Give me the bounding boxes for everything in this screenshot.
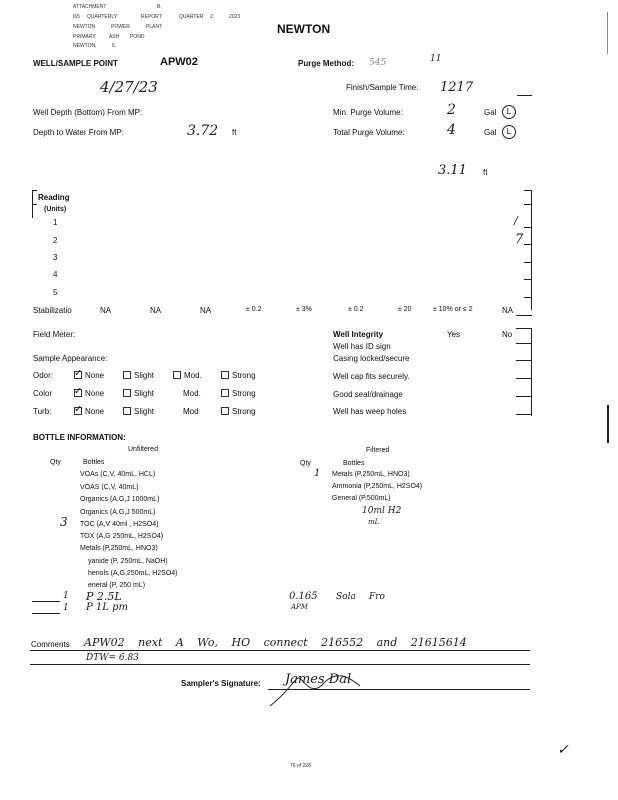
odor-strong-checkbox[interactable] [221,371,229,379]
extra-depth-unit: ft [483,168,488,177]
signature-rule [268,689,530,690]
stab-value-7: ± 20 [398,306,412,313]
filtered-item-3: General (P,500mL) [332,495,391,502]
header-line3-a: NEWTON [73,24,96,30]
reading-row-1: 1 [53,218,58,227]
odor-none-label: None [85,371,105,380]
color-none-label: None [85,389,105,398]
bottle-note-d: APM [291,603,308,611]
unfiltered-label: Unfiltered [128,446,158,453]
depth-to-water-unit: ft [232,128,237,137]
color-label: Color [33,389,53,398]
no-label: No [502,330,513,339]
filtered-note: 10ml H2 [362,506,402,516]
header-line2-c: REPORT [141,14,162,20]
integrity-item-1: Well has ID sign [333,342,391,351]
unfiltered-item-3: Organics (A,G,J 1000mL) [80,496,160,503]
reading-right-border [531,190,532,310]
filtered-metals-qty: 1 [314,468,321,479]
color-mod-option[interactable] [183,389,201,398]
header-line3-c: PLANT [146,24,163,30]
well-id: APW02 [160,56,198,68]
reading-row-2: 2 [53,236,58,245]
purge-method-label: Purge Method: [298,59,354,68]
header-line5-b: IL [112,43,117,49]
integrity-tick-1 [516,328,532,329]
turb-mod-label: Mod [183,407,199,416]
gal-label-2: Gal [484,128,497,137]
stab-value-8: ± 10% or ≤ 2 [433,306,473,313]
comments-rule-1 [30,650,530,651]
sample-appearance-label: Sample Appearance: [33,354,108,363]
integrity-tick-4 [516,378,532,379]
stab-value-2: NA [150,306,162,315]
signature-label: Sampler's Signature: [181,679,261,688]
filtered-bottles-header: Bottles [343,460,365,467]
reading-right-tick-b [524,204,532,205]
bottle-row-a-rule [32,601,60,602]
bottle-note-a: 0.165 [289,591,318,602]
header-line4-c: POND [130,34,145,40]
min-purge-value: 2 [447,102,456,118]
bottle-row-a-text: P 2.5L [86,590,122,603]
odor-slight-option[interactable] [123,371,154,380]
page-number: 76 of 228 [290,763,311,769]
total-purge-label: Total Purge Volume: [333,128,405,137]
odor-mod-label: Mod. [184,371,202,380]
unfiltered-item-9: henols (A,G,250mL, H2SO4) [88,570,178,577]
turb-strong-label: Strong [232,407,256,416]
color-slight-option[interactable] [123,389,154,398]
bottle-row-b-rule [32,613,60,614]
color-strong-label: Strong [232,389,256,398]
color-none-checkbox[interactable]: ✓ [74,386,83,397]
unfiltered-item-4: Organics (A,G,J 500mL) [80,509,156,516]
corner-mark: ✓ [557,742,569,758]
unfiltered-qty-header: Qty [50,459,61,466]
integrity-item-5: Well has weep holes [333,407,407,416]
filtered-note-2: mL [368,518,380,526]
header-line2-a: I65 [73,14,80,20]
finish-time-label: Finish/Sample Time: [346,83,419,92]
right-edge-mark [607,12,608,54]
bottle-row-a-qty: 1 [63,591,69,601]
gal-unit-circle-1: L [502,105,516,119]
filtered-item-2: Ammonia (P,250mL, H2SO4) [332,483,423,490]
page-edge-bar [607,405,609,443]
attachment-label: ATTACHMENT [73,4,107,10]
depth-to-water-label: Depth to Water From MP: [33,128,124,137]
filtered-qty-header: Qty [300,460,311,467]
odor-none-option[interactable] [74,368,105,380]
stabilization-label: Stabilizatio [33,306,72,315]
reading-right-tick-e [524,262,532,263]
unfiltered-item-10: eneral (P, 250 mL) [88,582,146,589]
unfiltered-item-1: VOAs (C,V, 40mL, HCL) [80,471,156,478]
reading-bracket-mid [32,204,37,205]
finish-time-value: 1217 [440,80,474,95]
total-purge-value: 4 [447,122,456,138]
bottle-note-b: Sola [336,592,356,602]
color-strong-checkbox[interactable] [221,389,229,397]
purge-method-mark: 11 [430,54,442,64]
site-title: NEWTON [277,22,331,36]
turb-mod-option[interactable] [183,407,199,416]
depth-to-water-value: 3.72 [187,123,219,139]
turb-slight-option[interactable] [123,407,154,416]
comments-rule-2 [30,664,530,665]
comments-label: Comments [31,640,70,649]
reading-right-tick-g [524,297,532,298]
odor-mod-checkbox[interactable] [173,371,181,379]
finish-rule [517,95,532,96]
integrity-tick-6 [516,414,532,415]
odor-strong-option[interactable] [221,371,256,380]
header-line2-b: QUARTERLY [87,14,118,20]
header-line2-e: 2, [210,14,215,20]
reading-mark-2: 7 [515,232,524,247]
gal-label-1: Gal [484,108,497,117]
signature-scribble [268,672,388,708]
integrity-tick-5 [516,396,532,397]
reading-right-tick-a [524,190,532,191]
reading-row-3: 3 [53,253,58,262]
comments-line-2: DTW= 6.83 [86,653,139,663]
integrity-item-4: Good seal/drainage [333,390,403,399]
header-line4-b: ASH [109,34,120,40]
integrity-item-2: Casing locked/secure [333,354,410,363]
bottle-info-title: BOTTLE INFORMATION: [33,433,126,442]
bottle-note-c: Fro [369,592,385,602]
turb-none-checkbox[interactable]: ✓ [74,404,83,415]
color-mod-label: Mod. [183,389,201,398]
well-depth-label: Well Depth (Bottom) From MP: [33,108,143,117]
reading-row-5: 5 [53,288,58,297]
header-line5-a: NEWTON, [73,43,97,49]
extra-depth-value: 3.11 [438,163,467,178]
turb-strong-checkbox[interactable] [221,407,229,415]
turb-slight-label: Slight [134,407,155,416]
turb-label: Turb: [33,407,52,416]
integrity-tick-3 [516,360,532,361]
purge-method-value: 545 [369,58,387,68]
turb-none-option[interactable] [74,404,105,416]
color-slight-label: Slight [134,389,155,398]
yes-label: Yes [447,330,461,339]
color-strong-option[interactable] [221,389,256,398]
bottle-row-b-qty: 1 [63,603,69,613]
stab-value-9: NA [502,306,514,315]
header-line4-a: PRIMARY [73,34,96,40]
unfiltered-item-2: VOAS (C,V, 40mL) [80,484,139,491]
turb-slight-checkbox[interactable] [123,407,131,415]
reading-right-tick-d [524,244,532,245]
stab-rule [516,315,532,316]
turb-none-label: None [85,407,105,416]
units-label: (Units) [44,206,67,213]
attachment-id: B. [157,4,162,10]
sample-date: 4/27/23 [100,78,158,96]
integrity-item-3: Well cap fits securely. [333,372,410,381]
filtered-label: Filtered [366,447,390,454]
filtered-item-1: Metals (P,250mL, HNO3) [332,471,410,478]
signature-text: James Dal [285,672,352,687]
integrity-right-border [531,328,532,416]
turb-strong-option[interactable] [221,407,256,416]
color-slight-checkbox[interactable] [123,389,131,397]
reading-right-tick-f [524,279,532,280]
reading-row-4: 4 [53,270,58,279]
header-line2-f: 2023 [229,14,241,20]
stab-value-1: NA [100,306,112,315]
reading-right-tick-c [524,227,532,228]
reading-bracket-top [32,190,37,191]
color-none-option[interactable] [74,386,105,398]
reading-mark-1: / [514,214,518,227]
min-purge-label: Min. Purge Volume: [333,108,403,117]
toc-qty: 3 [60,515,68,529]
odor-slight-checkbox[interactable] [123,371,131,379]
stab-value-5: ± 3% [296,306,312,313]
stab-value-4: ± 0.2 [246,306,262,313]
well-integrity-label: Well Integrity [333,330,384,339]
odor-none-checkbox[interactable]: ✓ [74,368,83,379]
stab-value-6: ± 0.2 [348,306,364,313]
reading-label: Reading [38,193,70,202]
integrity-tick-2 [516,343,532,344]
odor-strong-label: Strong [232,371,256,380]
bottle-row-b-text: P 1L pm [86,602,128,613]
field-meter-label: Field Meter: [33,330,76,339]
unfiltered-bottles-header: Bottles [83,459,105,466]
unfiltered-item-7: Metals (P,250mL, HNO3) [80,545,158,552]
header-line2-d: QUARTER [179,14,204,20]
odor-label: Odor: [33,371,54,380]
unfiltered-item-5: TOC (A,V 40ml , H2SO4) [80,521,159,528]
gal-unit-circle-2: L [502,125,516,139]
stab-value-3: NA [200,306,212,315]
comments-text: APW02 next A Wo, HO connect 216552 and 21615614 [84,636,467,649]
unfiltered-item-6: TOX (A,G 250mL, H2SO4) [80,533,164,540]
unfiltered-item-8: yanide (P, 250mL, NaOH) [88,558,168,565]
odor-mod-option[interactable] [173,371,202,380]
header-line3-b: POWER [111,24,130,30]
well-sample-point-label: WELL/SAMPLE POINT [33,59,118,68]
odor-slight-label: Slight [134,371,155,380]
